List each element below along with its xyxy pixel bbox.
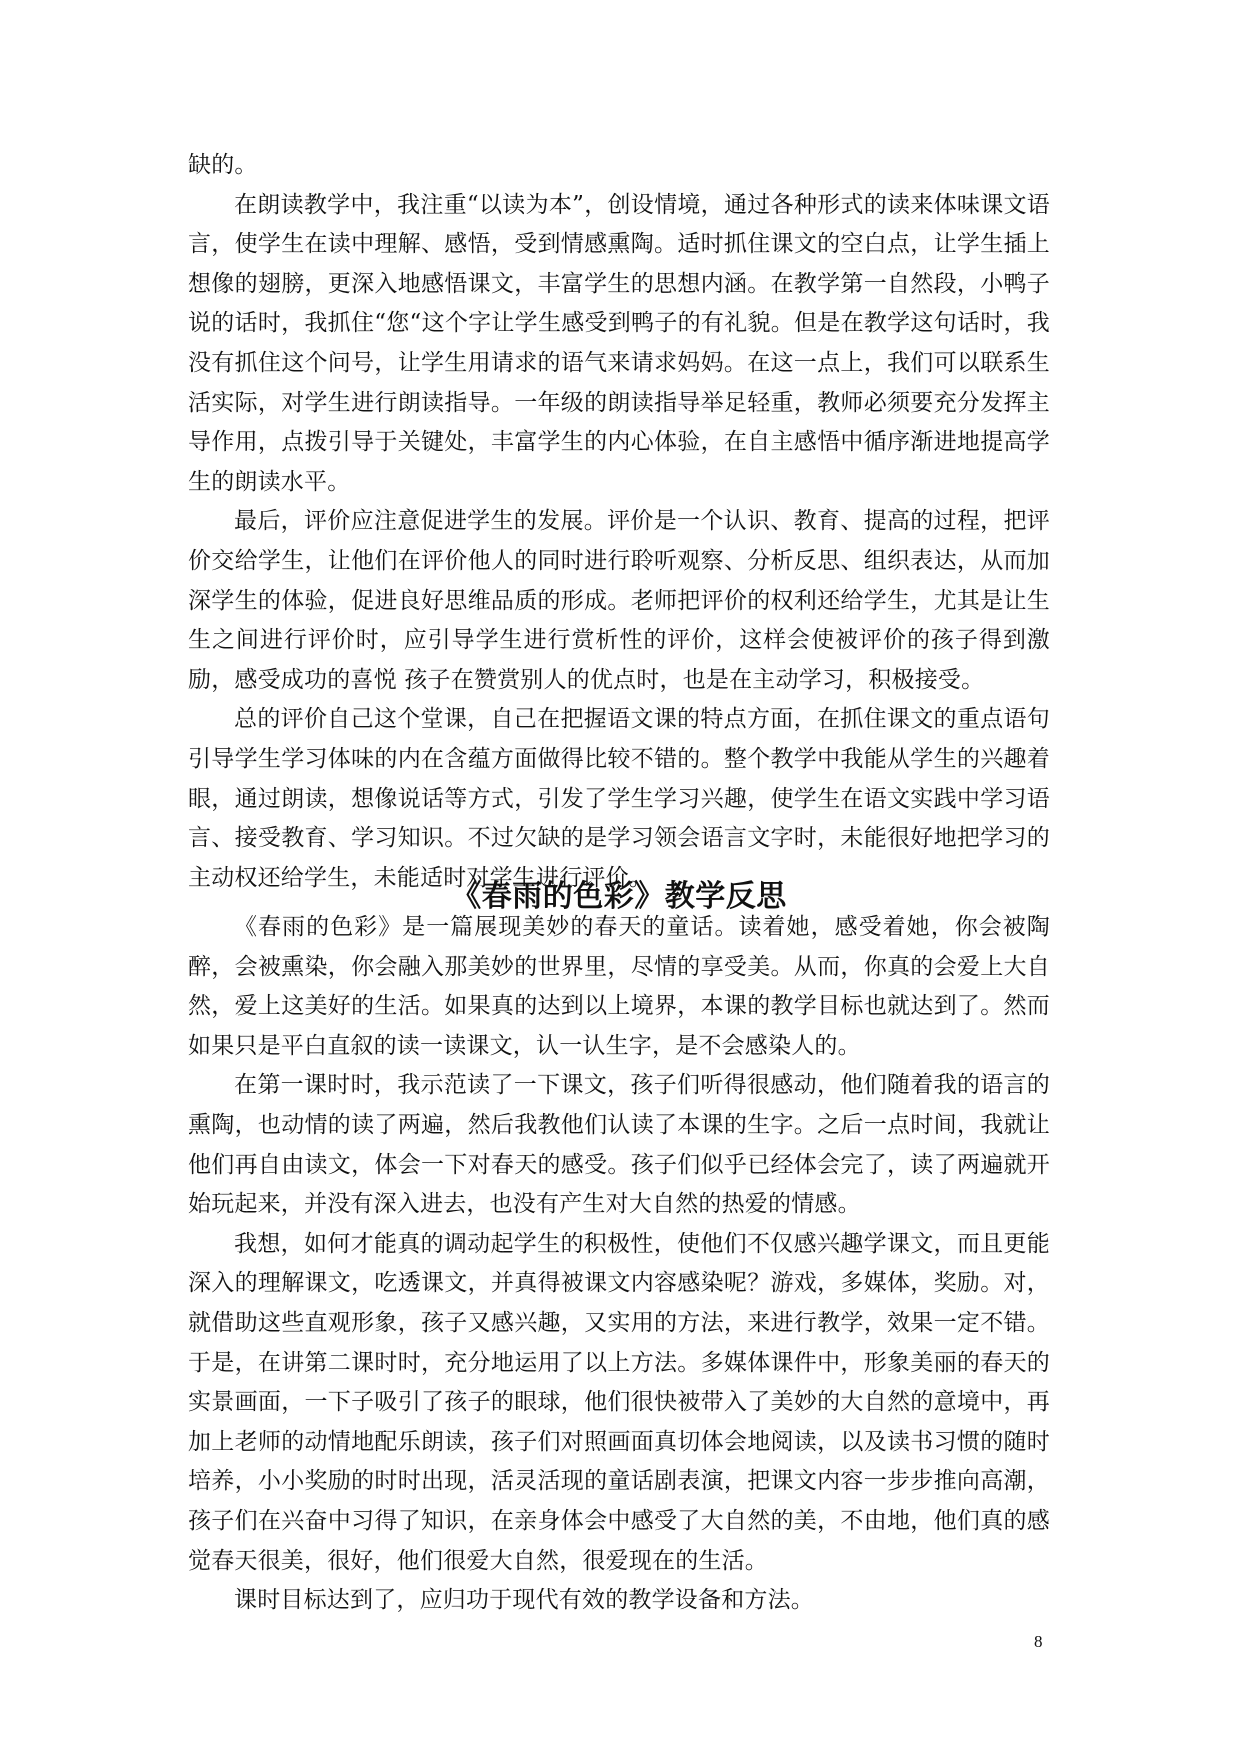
paragraph: 总的评价自己这个堂课，自己在把握语文课的特点方面，在抓住课文的重点语句引导学生学习体味的内在含蕴方面做得比较不错的。整个教学中我能从学生的兴趣着眼，通过朗读，想像说话等方式，引发了学生学习兴趣，使学生在语文实践中学习语言、接受教育、学习知识。不过欠缺的是学习领会语言文字时，未能很好地把学习的主动权还给学生，未能适时对学生进行评价。 (188, 706, 1050, 891)
article-title: 《春雨的色彩》教学反思 (451, 879, 787, 914)
paragraph: 我想，如何才能真的调动起学生的积极性，使他们不仅感兴趣学课文，而且更能深入的理解课文，吃透课文，并真得被课文内容感染呢？游戏，多媒体，奖励。对，就借助这些直观形象，孩子又感兴趣，又实用的方法，来进行教学，效果一定不错。于是，在讲第二课时时，充分地运用了以上方法。多媒体课件中，形象美丽的春天的实景画面，一下子吸引了孩子的眼球，他们很快被带入了美妙的大自然的意境中，再加上老师的动情地配乐朗读，孩子们对照画面真切体会地阅读，以及读书习惯的随时培养，小小奖励的时时出现，活灵活现的童话剧表演，把课文内容一步步推向高潮，孩子们在兴奋中习得了知识，在亲身体会中感受了大自然的美，不由地，他们真的感觉春天很美，很好，他们很爱大自然，很爱现在的生活。 (188, 1230, 1050, 1574)
paragraph: 缺的。 (188, 152, 258, 178)
paragraph: 在朗读教学中，我注重“以读为本”，创设情境，通过各种形式的读来体味课文语言，使学生在读中理解、感悟，受到情感熏陶。适时抓住课文的空白点，让学生插上想像的翅膀，更深入地感悟课文，丰富学生的思想内涵。在教学第一自然段，小鸭子说的话时，我抓住“您“这个字让学生感受到鸭子的有礼貌。但是在教学这句话时，我没有抓住这个问号，让学生用请求的语气来请求妈妈。在这一点上，我们可以联系生活实际，对学生进行朗读指导。一年级的朗读指导举足轻重，教师必须要充分发挥主导作用，点拨引导于关键处，丰富学生的内心体验，在自主感悟中循序渐进地提高学生的朗读水平。 (188, 191, 1050, 495)
paragraph: 最后，评价应注意促进学生的发展。评价是一个认识、教育、提高的过程，把评价交给学生，让他们在评价他人的同时进行聆听观察、分析反思、组织表达，从而加深学生的体验，促进良好思维品质的形成。老师把评价的权利还给学生，尤其是让生生之间进行评价时，应引导学生进行赏析性的评价，这样会使被评价的孩子得到激励，感受成功的喜悦 孩子在赞赏别人的优点时，也是在主动学习，积极接受。 (188, 508, 1050, 693)
page-number: 8 (1034, 1632, 1043, 1651)
article-body (188, 908, 1050, 1621)
paragraph: 课时目标达到了，应归功于现代有效的教学设备和方法。 (234, 1587, 814, 1614)
previous-article-continuation (188, 146, 1050, 898)
paragraph: 在第一课时时，我示范读了一下课文，孩子们听得很感动，他们随着我的语言的熏陶，也动情的读了两遍，然后我教他们认读了本课的生字。之后一点时间，我就让他们再自由读文，体会一下对春天的感受。孩子们似乎已经体会完了，读了两遍就开始玩起来，并没有深入进去，也没有产生对大自然的热爱的情感。 (188, 1072, 1050, 1218)
paragraph: 《春雨的色彩》是一篇展现美妙的春天的童话。读着她，感受着她，你会被陶醉，会被熏染，你会融入那美妙的世界里，尽情的享受美。从而，你真的会爱上大自然，爱上这美好的生活。如果真的达到以上境界，本课的教学目标也就达到了。然而如果只是平白直叙的读一读课文，认一认生字，是不会感染人的。 (188, 914, 1050, 1059)
